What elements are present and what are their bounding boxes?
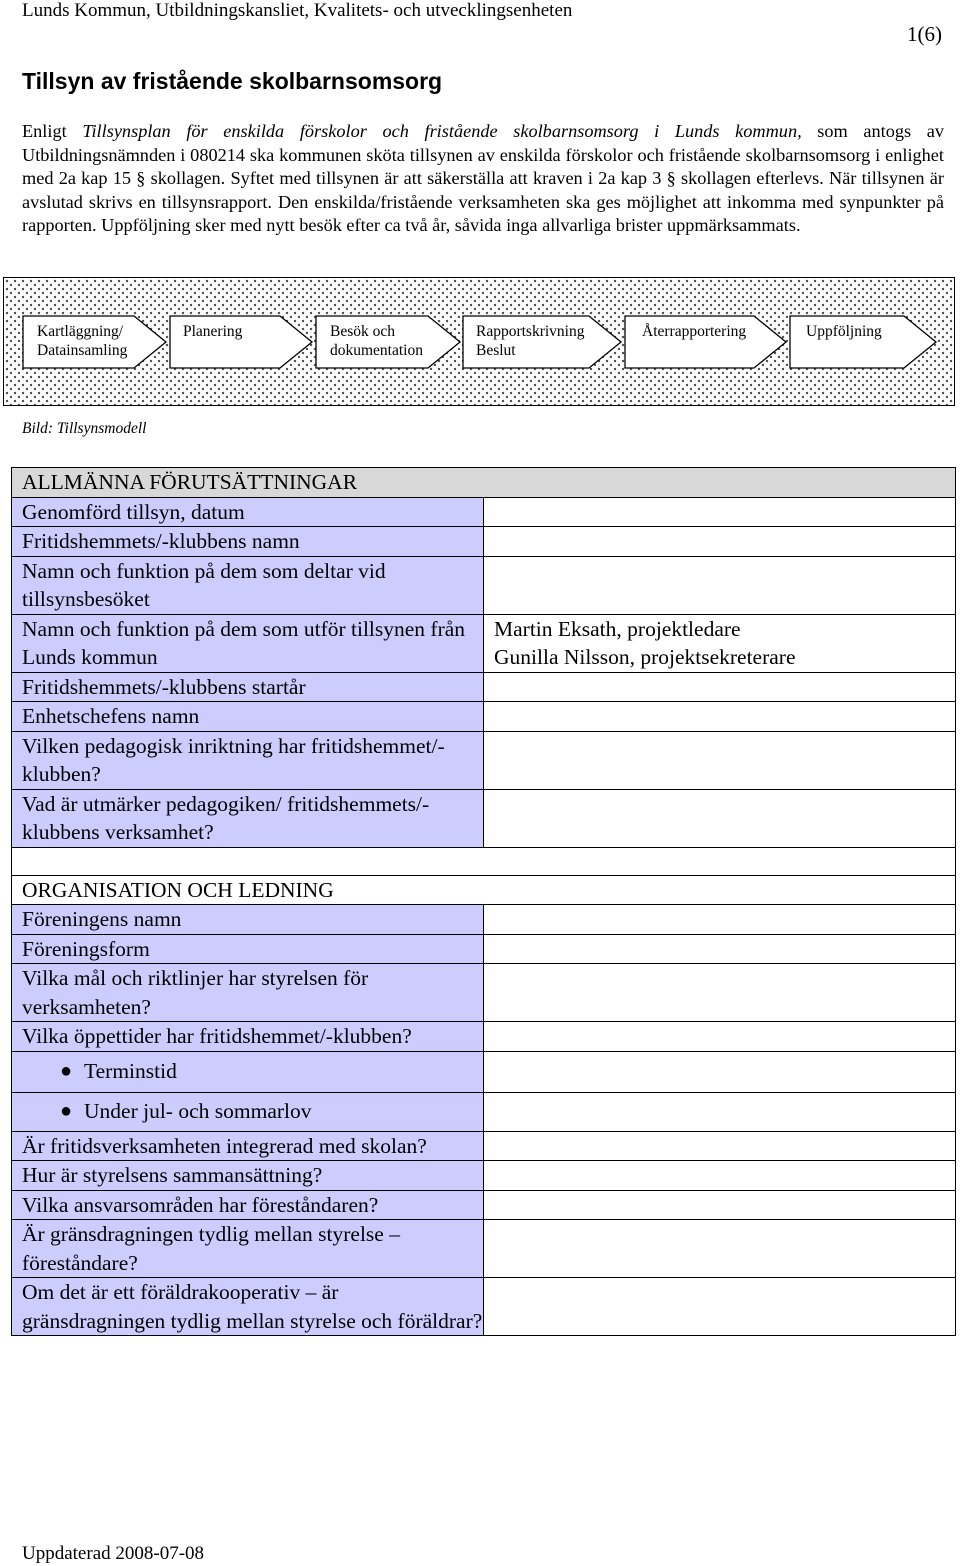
question-cell: Vad är utmärker pedagogiken/ fritidshemmets/-klubbens verksamhet? [12,789,484,847]
answer-line: Martin Eksath, projektledare [494,616,741,641]
table-row [12,1092,956,1131]
answer-cell[interactable] [484,672,956,702]
answer-cell[interactable] [484,1131,956,1161]
table-row [12,905,956,935]
process-step-3-line2: dokumentation [330,342,423,359]
answer-cell[interactable] [484,1092,956,1131]
table-row [12,1022,956,1052]
table-row [12,934,956,964]
process-step-2 [183,322,242,341]
process-step-5-line1: Återrapportering [642,323,747,340]
process-step-4-line1: Rapportskrivning [476,323,585,340]
answer-cell[interactable] [484,556,956,614]
table-row [12,527,956,557]
bullet-label: Terminstid [84,1059,177,1084]
table-row [12,964,956,1022]
process-step-2-line1: Planering [183,323,243,340]
answer-cell[interactable] [484,1190,956,1220]
process-step-6 [806,322,882,341]
answer-cell[interactable] [484,1022,956,1052]
answer-cell[interactable] [484,934,956,964]
section-heading-general: ALLMÄNNA FÖRUTSÄTTNINGAR [12,468,956,498]
process-diagram [3,277,955,406]
question-cell [12,1051,484,1092]
answer-cell[interactable] [484,1278,956,1336]
footer-updated: Uppdaterad 2008-07-08 [22,1543,205,1564]
question-cell: Vilka mål och riktlinjer har styrelsen för verksamheten? [12,964,484,1022]
bullet-icon: ● [60,1060,73,1083]
page-title: Tillsyn av fristående skolbarnsomsorg [22,68,443,94]
question-cell: Enhetschefens namn [12,702,484,732]
question-cell: Hur är styrelsens sammansättning? [12,1161,484,1191]
answer-cell[interactable] [484,527,956,557]
header-organization: Lunds Kommun, Utbildningskansliet, Kvalitets- och utvecklingsenheten [22,0,573,21]
table-row [12,1131,956,1161]
answer-line: Gunilla Nilsson, projektsekreterare [494,645,796,669]
table-row [12,789,956,847]
intro-paragraph [22,120,944,238]
question-cell: Namn och funktion på dem som utför tillsynen från Lunds kommun [12,614,484,672]
question-cell: Föreningsform [12,934,484,964]
table-row [12,556,956,614]
answer-cell[interactable] [484,1161,956,1191]
question-cell: Fritidshemmets/-klubbens namn [12,527,484,557]
page-number: 1(6) [907,22,942,46]
answer-cell[interactable] [484,731,956,789]
process-step-3-line1: Besök och [330,323,396,340]
process-step-1-line2: Datainsamling [37,342,128,359]
process-step-1-line1: Kartläggning/ [37,323,124,340]
table-row [12,1161,956,1191]
table-row [12,1278,956,1336]
inspection-form [11,467,956,1336]
table-row [12,702,956,732]
question-cell: Om det är ett föräldrakooperativ – är gränsdragningen tydlig mellan styrelse och föräldrar? [12,1278,484,1336]
bullet-label: Under jul- och sommarlov [84,1099,312,1124]
table-row [12,497,956,527]
answer-cell[interactable] [484,1051,956,1092]
question-cell: Vilka öppettider har fritidshemmet/-klubben? [12,1022,484,1052]
table-row [12,672,956,702]
question-cell: Namn och funktion på dem som deltar vid tillsynsbesöket [12,556,484,614]
table-row [12,1051,956,1092]
answer-cell[interactable] [484,1220,956,1278]
answer-cell[interactable] [484,789,956,847]
table-row [12,1190,956,1220]
process-step-6-line1: Uppföljning [806,323,882,340]
question-cell: Vilka ansvarsområden har föreståndaren? [12,1190,484,1220]
process-step-5 [642,322,746,341]
table-row [12,731,956,789]
question-cell: Genomförd tillsyn, datum [12,497,484,527]
bullet-icon: ● [60,1100,73,1123]
process-step-4-line2: Beslut [476,342,516,359]
process-step-4 [476,322,585,360]
question-cell [12,1092,484,1131]
table-row [12,614,956,672]
answer-cell[interactable] [484,964,956,1022]
answer-cell[interactable] [484,702,956,732]
question-cell: Fritidshemmets/-klubbens startår [12,672,484,702]
question-cell: Är gränsdragningen tydlig mellan styrelse – föreståndare? [12,1220,484,1278]
process-step-3 [330,322,423,360]
process-step-1 [37,322,127,360]
question-cell: Föreningens namn [12,905,484,935]
question-cell: Är fritidsverksamheten integrerad med skolan? [12,1131,484,1161]
intro-pre: Enligt [22,121,83,141]
table-row [12,1220,956,1278]
diagram-caption: Bild: Tillsynsmodell [22,420,147,437]
answer-cell[interactable] [484,905,956,935]
answer-cell[interactable] [484,497,956,527]
question-cell: Vilken pedagogisk inriktning har fritidshemmet/-klubben? [12,731,484,789]
intro-body: som antogs av Utbildningsnämnden i 080214 ska kommunen sköta tillsynen av enskilda förskolor och fristående skolbarnsomsorg i enlighet med 2a kap 15 § skollagen. Syftet med tillsynen är att säkerställa att kraven i 2a kap 3 § skollagen efterlevs. När tillsynen är avslutad skrivs en tillsynsrapport. Den enskilda/fristående verksamheten ska ges möjlighet att inkomma med synpunkter på rapporten. Uppföljning sker med nytt besök efter ca två år, såvida inga allvarliga brister uppmärksammats. [22,121,944,236]
section-spacer [12,847,956,875]
intro-plan-title: Tillsynsplan för enskilda förskolor och fristående skolbarnsomsorg i Lunds kommun, [82,121,802,141]
section-heading-organisation: ORGANISATION OCH LEDNING [12,875,956,905]
answer-cell[interactable] [484,614,956,672]
